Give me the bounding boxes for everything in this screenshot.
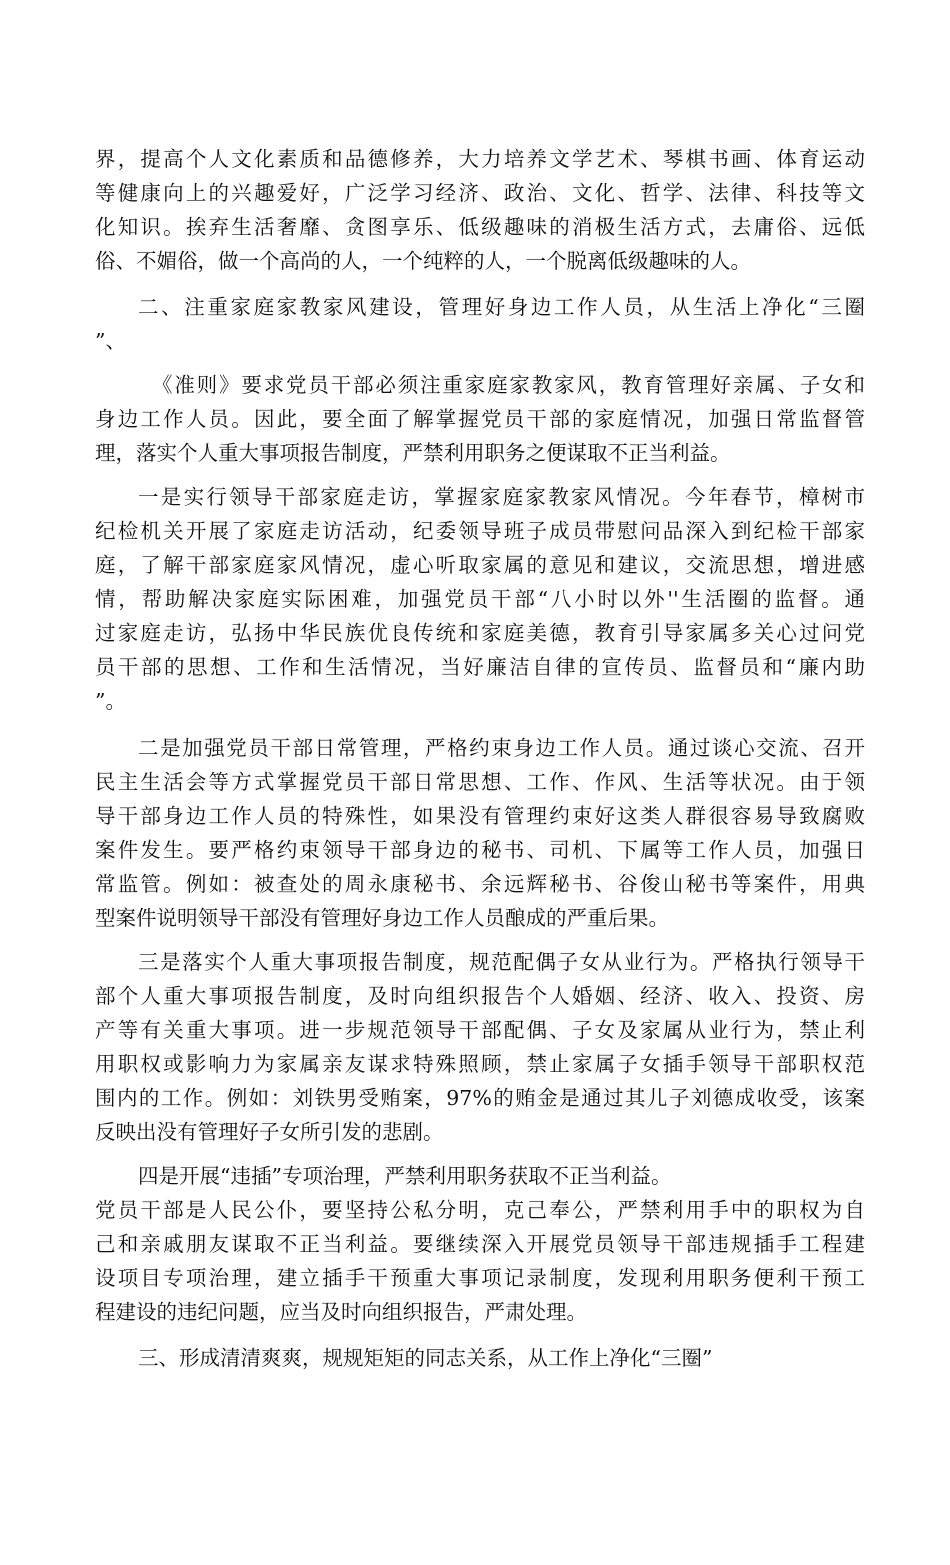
text-line: ”。 (95, 689, 126, 713)
text-line: 一是实行领导干部家庭走访，掌握家庭家教家风情况。今年春节，樟树市 (138, 485, 865, 509)
text-line: 反映出没有管理好子女所引发的悲剧。 (95, 1120, 444, 1144)
text-line: 俗、不媚俗，做一个高尚的人，一个纯粹的人，一个脱离低级趣味的人。 (95, 249, 751, 273)
text-line: 党员干部是人民公仆，要坚持公私分明，克己奉公，严禁利用手中的职权为自 (95, 1198, 865, 1222)
text-line: 身边工作人员。因此，要全面了解掌握党员干部的家庭情况，加强日常监督管 (95, 407, 865, 431)
text-line: 化知识。挨弃生活奢靡、贪图享乐、低级趣味的消极生活方式，去庸俗、远低 (95, 215, 865, 239)
text-line: 理，落实个人重大事项报告制度，严禁利用职务之便谋取不正当利益。 (95, 441, 731, 465)
text-line: 产等有关重大事项。进一步规范领导干部配偶、子女及家属从业行为，禁止利 (95, 1018, 865, 1042)
text-line: 导干部身边工作人员的特殊性，如果没有管理约束好这类人群很容易导致腐败 (95, 804, 865, 828)
section-heading: 二、注重家庭家教家风建设，管理好身边工作人员，从生活上净化“三圈 (138, 295, 865, 319)
text-line: 围内的工作。例如：刘铁男受贿案，97%的贿金是通过其儿子刘德成收受，该案 (95, 1086, 865, 1110)
text-line: 型案件说明领导干部没有管理好身边工作人员酿成的严重后果。 (95, 906, 669, 930)
text-line: 三是落实个人重大事项报告制度，规范配偶子女从业行为。严格执行领导干 (138, 950, 865, 974)
text-line: 己和亲戚朋友谋取不正当利益。要继续深入开展党员领导干部违规插手工程建 (95, 1232, 865, 1256)
text-line: 程建设的违纪问题，应当及时向组织报告，严肃处理。 (95, 1300, 587, 1324)
text-line: 《准则》要求党员干部必须注重家庭家教家风，教育管理好亲属、子女和 (152, 373, 865, 397)
text-line: 界，提高个人文化素质和品德修养，大力培养文学艺术、琴棋书画、体育运动 (95, 147, 865, 171)
text-line: 二是加强党员干部日常管理，严格约束身边工作人员。通过谈心交流、召开 (138, 736, 865, 760)
text-line: 员干部的思想、工作和生活情况，当好廉洁自律的宣传员、监督员和“廉内助 (95, 655, 865, 679)
text-line: 常监管。例如：被查处的周永康秘书、余远辉秘书、谷俊山秘书等案件，用典 (95, 872, 865, 896)
text-line: 等健康向上的兴趣爱好，广泛学习经济、政治、文化、哲学、法律、科技等文 (95, 181, 865, 205)
text-line: 情，帮助解决家庭实际困难，加强党员干部“八小时以外''生活圈的监督。通 (95, 587, 865, 611)
text-line: 部个人重大事项报告制度，及时向组织报告个人婚姻、经济、收入、投资、房 (95, 984, 865, 1008)
section-heading: 三、形成清清爽爽，规规矩矩的同志关系，从工作上净化“三圈” (138, 1346, 713, 1370)
text-line: 过家庭走访，弘扬中华民族优良传统和家庭美德，教育引导家属多关心过问党 (95, 621, 865, 645)
text-line: 设项目专项治理，建立插手干预重大事项记录制度，发现利用职务便利干预工 (95, 1266, 865, 1290)
text-line: 纪检机关开展了家庭走访活动，纪委领导班子成员带慰问品深入到纪检干部家 (95, 519, 865, 543)
section-heading: ”、 (95, 329, 126, 353)
text-line: 民主生活会等方式掌握党员干部日常思想、工作、作风、生活等状况。由于领 (95, 770, 865, 794)
text-line: 庭，了解干部家庭家风情况，虚心听取家属的意见和建议，交流思想，增进感 (95, 553, 865, 577)
text-line: 四是开展“违插”专项治理，严禁利用职务获取不正当利益。 (138, 1164, 672, 1188)
text-line: 案件发生。要严格约束领导干部身边的秘书、司机、下属等工作人员，加强日 (95, 838, 865, 862)
text-line: 用职权或影响力为家属亲友谋求特殊照顾，禁止家属子女插手领导干部职权范 (95, 1052, 865, 1076)
